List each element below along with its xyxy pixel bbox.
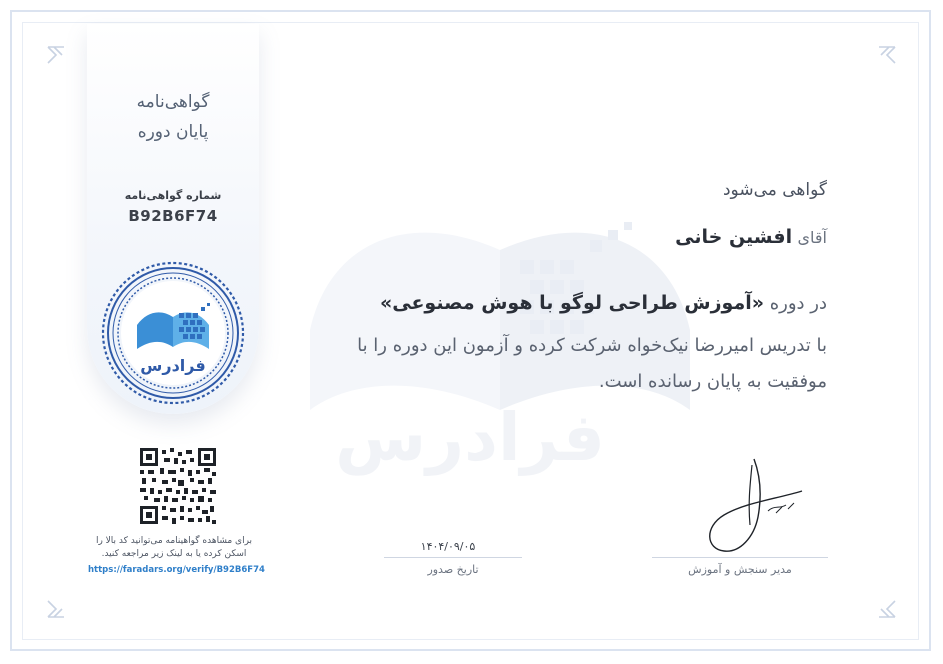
issue-date: ۱۴۰۴/۰۹/۰۵ bbox=[420, 540, 476, 553]
title-prefix: آقای bbox=[797, 228, 827, 247]
date-divider bbox=[384, 557, 522, 558]
course-name: «آموزش طراحی لوگو با هوش مصنوعی» bbox=[379, 292, 764, 314]
issue-date-label: تاریخ صدور bbox=[427, 563, 479, 576]
faradars-watermark bbox=[290, 160, 730, 490]
qr-instruction-line2: اسکن کرده یا به لینک زیر مراجعه کنید. bbox=[101, 549, 247, 559]
watermark-text: فرادرس bbox=[335, 399, 605, 476]
verification-qr-code[interactable] bbox=[140, 448, 216, 524]
cert-number-label: شماره گواهی‌نامه bbox=[124, 189, 222, 202]
sidebar-title-line2: پایان دوره bbox=[137, 122, 209, 142]
intro-text: گواهی می‌شود bbox=[722, 180, 827, 200]
sidebar-ribbon bbox=[87, 24, 259, 414]
corner-ornament-icon bbox=[875, 44, 897, 66]
sidebar-title-line1: گواهی‌نامه bbox=[136, 92, 210, 112]
recipient-name: افشین خانی bbox=[675, 226, 793, 248]
signature-image bbox=[690, 455, 810, 560]
qr-instruction-line1: برای مشاهده گواهینامه می‌توانید کد بالا را bbox=[95, 536, 253, 546]
recipient-line bbox=[675, 226, 827, 248]
corner-ornament-icon bbox=[875, 598, 897, 620]
course-line bbox=[380, 292, 827, 314]
signature-divider bbox=[652, 557, 828, 558]
cert-number: B92B6F74 bbox=[128, 207, 218, 225]
faradars-seal bbox=[99, 259, 247, 407]
seal-text: فرادرس bbox=[140, 356, 206, 375]
corner-ornament-icon bbox=[46, 598, 68, 620]
body-line2: موفقیت به پایان رسانده است. bbox=[598, 371, 827, 392]
verify-link[interactable]: https://faradars.org/verify/B92B6F74 bbox=[88, 565, 265, 575]
course-prefix: در دوره bbox=[769, 293, 827, 314]
body-line1: با تدریس امیررضا نیک‌خواه شرکت کرده و آزمون این دوره را با bbox=[357, 335, 827, 356]
corner-ornament-icon bbox=[46, 44, 68, 66]
signer-label: مدیر سنجش و آموزش bbox=[688, 563, 792, 576]
